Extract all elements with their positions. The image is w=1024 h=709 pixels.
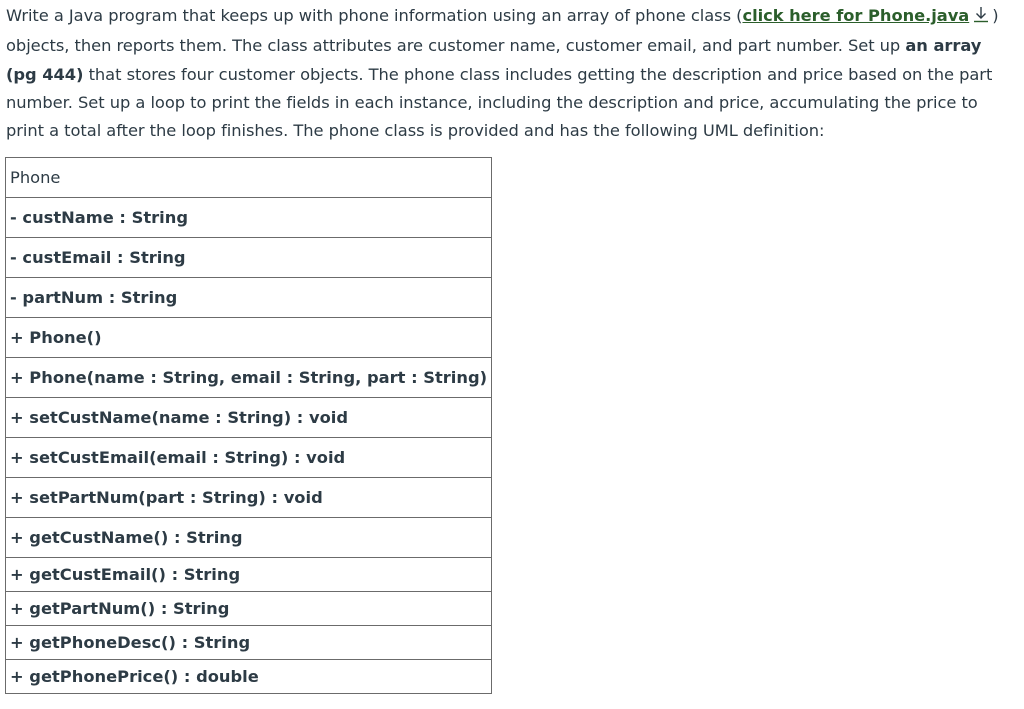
uml-method-setcustname: + setCustName(name : String) : void xyxy=(6,398,492,438)
uml-row xyxy=(6,592,492,626)
uml-method-getcustemail: + getCustEmail() : String xyxy=(6,558,492,592)
assignment-instructions xyxy=(6,2,1012,145)
uml-row xyxy=(6,318,492,358)
uml-method-getphoneprice: + getPhonePrice() : double xyxy=(6,660,492,694)
uml-row xyxy=(6,358,492,398)
uml-class-name: Phone xyxy=(6,158,492,198)
uml-row xyxy=(6,438,492,478)
uml-row xyxy=(6,626,492,660)
uml-method-getpartnum: + getPartNum() : String xyxy=(6,592,492,626)
uml-row xyxy=(6,558,492,592)
uml-row xyxy=(6,660,492,694)
uml-attribute-custname: - custName : String xyxy=(6,198,492,238)
uml-method-phone-params: + Phone(name : String, email : String, part : String) xyxy=(6,358,492,398)
uml-attribute-partnum: - partNum : String xyxy=(6,278,492,318)
instructions-text-part1: Write a Java program that keeps up with phone information using an array of phone class ( xyxy=(6,6,743,25)
uml-row xyxy=(6,278,492,318)
uml-method-getcustname: + getCustName() : String xyxy=(6,518,492,558)
uml-method-setpartnum: + setPartNum(part : String) : void xyxy=(6,478,492,518)
instructions-text-part2: ) objects, then reports them. The class attributes are customer name, customer email, and part number. Set up xyxy=(6,6,999,56)
uml-row xyxy=(6,238,492,278)
uml-attribute-custemail: - custEmail : String xyxy=(6,238,492,278)
instructions-bold-text: an array (pg 444) xyxy=(6,36,982,84)
instructions-text-part3: that stores four customer objects. The phone class includes getting the description and price based on the part number. Set up a loop to print the fields in each instance, including the description and price, accumulating the price to print a total after the loop finishes. The phone class is provided and has the following UML definition: xyxy=(6,64,993,141)
uml-class-table xyxy=(5,157,492,694)
uml-method-getphonedesc: + getPhoneDesc() : String xyxy=(6,626,492,660)
uml-row xyxy=(6,398,492,438)
uml-row xyxy=(6,198,492,238)
uml-method-phone-default: + Phone() xyxy=(6,318,492,358)
uml-row xyxy=(6,478,492,518)
uml-method-setcustemail: + setCustEmail(email : String) : void xyxy=(6,438,492,478)
phone-java-download-link[interactable]: click here for Phone.java xyxy=(742,6,970,25)
download-icon[interactable] xyxy=(973,4,989,32)
uml-row xyxy=(6,518,492,558)
uml-header-row xyxy=(6,158,492,198)
